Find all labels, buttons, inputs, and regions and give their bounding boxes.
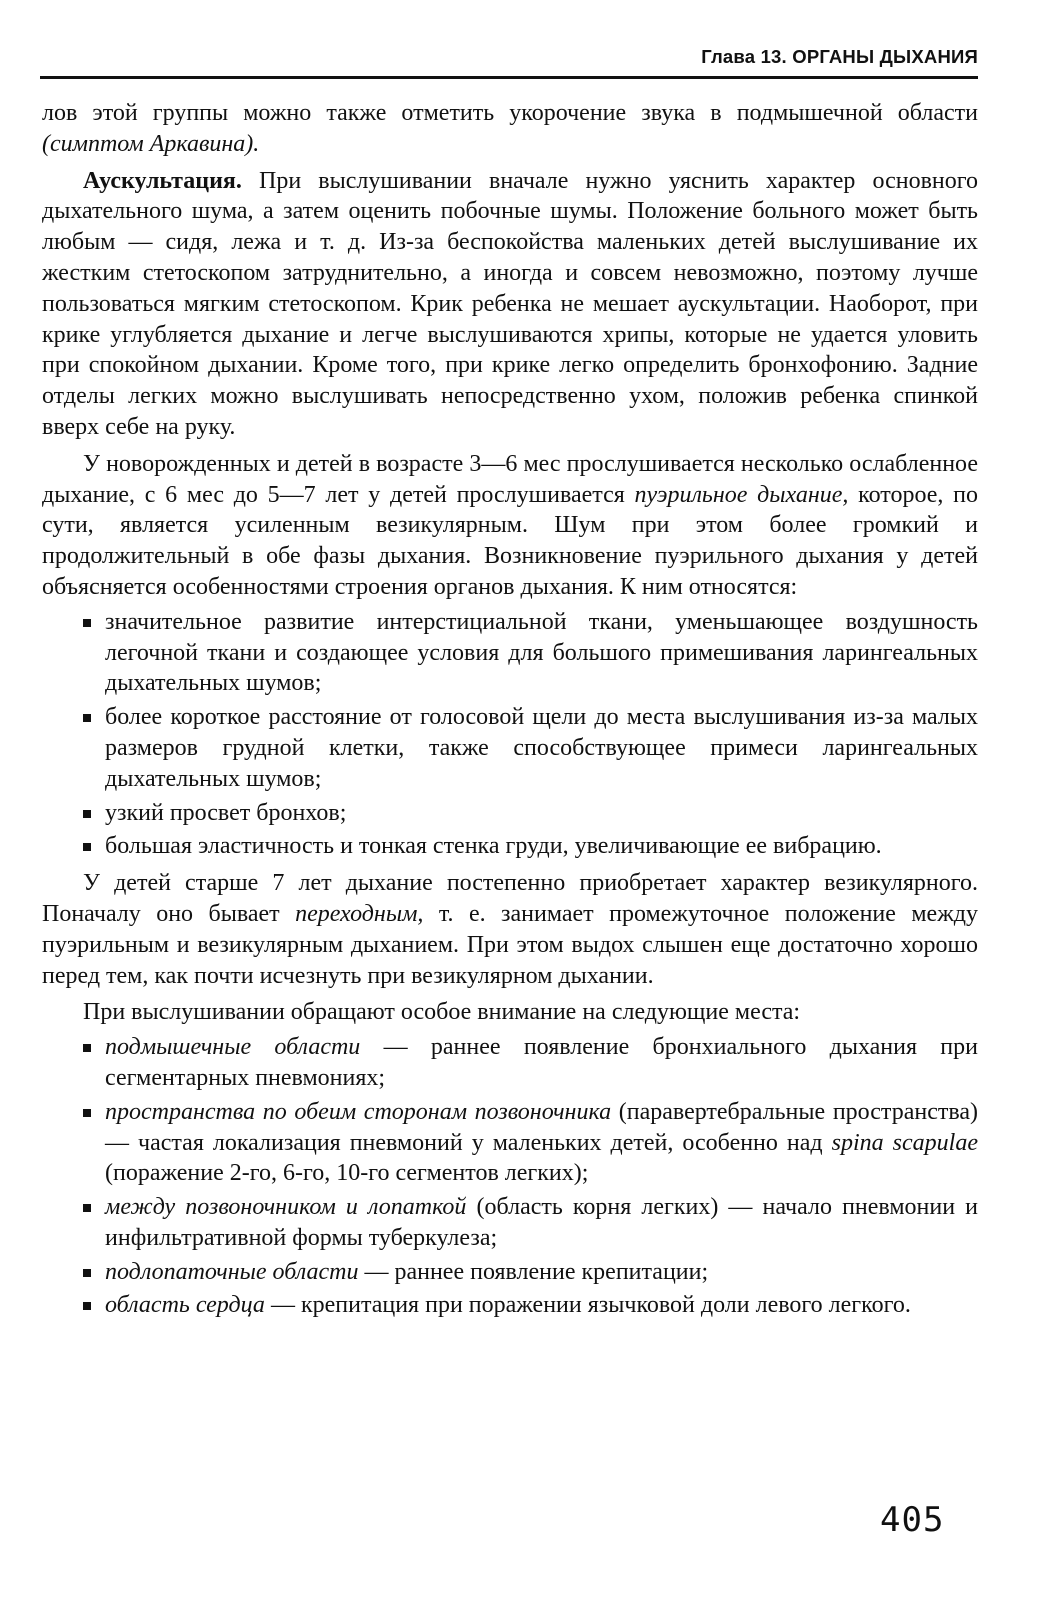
list-item [42,1257,978,1288]
bullet-icon [83,1302,91,1310]
older-text-2: т. е. занимает промежуточное положение между пуэрильным и везикулярным дыханием. При этом выдох слышен еще достаточно хорошо перед тем, как почти исчезнуть при везикулярном дыхании. [42,900,978,989]
puerile-text-1: У новорожденных и детей в возрасте 3—6 мес прослушивается несколько ослабленное дыхание, с 6 мес до 5—7 лет у детей прослушивается [42,450,978,508]
older-children-paragraph [42,868,978,991]
list-item-text: более короткое расстояние от голосовой щели до места выслушивания из-за малых размеров грудной клетки, также способствующее примеси ларингеальных дыхательных шумов; [105,704,978,792]
place-latin-term: spina scapulae [831,1129,978,1156]
continuation-italic: (симптом Аркавина). [42,130,260,157]
list-item-text: значительное развитие интерстициальной ткани, уменьшающее воздушность легочной ткани и создающее условия для большого примешивания ларингеальных дыхательных шумов; [105,608,978,697]
page-body [42,98,978,1326]
list-item [42,702,978,794]
bullet-icon [83,1204,91,1212]
list-item [42,1290,978,1321]
bullet-icon [83,714,91,722]
features-list [42,607,978,862]
place-text: (паравертебральные пространства) — частая локализация пневмоний у маленьких детей, особенно над [105,1098,978,1156]
continuation-paragraph [42,98,978,160]
bullet-icon [83,843,91,851]
bullet-icon [83,1269,91,1277]
auscultation-term: Аускультация. [83,167,242,194]
place-text: — раннее появление бронхиального дыхания при сегментарных пневмониях; [105,1034,978,1091]
page-number: 405 [880,1500,945,1540]
puerile-paragraph [42,449,978,603]
place-term: подлопаточные области [105,1258,359,1285]
list-item [42,798,978,829]
auscultation-paragraph [42,166,978,443]
list-item [42,607,978,699]
attention-paragraph: При выслушивании обращают особое внимание на следующие места: [83,999,801,1026]
place-term: между позвоночником и лопаткой [105,1194,467,1221]
place-term: пространства по обеим сторонам позвоночника [105,1098,612,1125]
list-item [42,831,978,862]
puerile-text-2: которое, по сути, является усиленным везикулярным. Шум при этом более громкий и продолжительный в обе фазы дыхания. Возникновение пуэрильного дыхания у детей объясняется особенностями строения органов дыхания. К ним относятся: [42,481,979,600]
header-rule [40,76,978,79]
auscultation-text: При выслушивании вначале нужно уяснить характер основного дыхательного шума, а затем оценить побочные шумы. Положение больного может быть любым — сидя, лежа и т. д. Из-за беспокойства маленьких детей выслушивание их жестким стетоскопом затруднительно, а иногда и совсем невозможно, поэтому лучше пользоваться мягким стетоскопом. Крик ребенка не мешает аускультации. Наоборот, при крике углубляется дыхание и легче выслушиваются хрипы, которые не удается уловить при спокойном дыхании. Кроме того, при крике легко определить бронхофонию. Задние отделы легких можно выслушивать непосредственно ухом, положив ребенка спинкой вверх себе на руку. [42,167,978,440]
place-term: область сердца [105,1292,265,1319]
bullet-icon [83,810,91,818]
older-text-1: У детей старше 7 лет дыхание постепенно приобретает характер везикулярного. Поначалу оно бывает [42,870,978,927]
place-text: — раннее появление крепитации; [358,1258,709,1285]
list-item [42,1097,978,1189]
list-item-text: большая эластичность и тонкая стенка груди, увеличивающие ее вибрацию. [105,833,882,860]
place-text: — крепитация при поражении язычковой доли левого легкого. [264,1292,911,1319]
list-item [42,1032,978,1094]
place-text-2: (поражение 2-го, 6-го, 10-го сегментов легких); [105,1160,589,1187]
bullet-icon [83,1044,91,1052]
puerile-italic: пуэрильное дыхание, [634,481,849,508]
running-header: Глава 13. ОРГАНЫ ДЫХАНИЯ [701,46,978,67]
bullet-icon [83,1109,91,1117]
continuation-text: лов этой группы можно также отметить укорочение звука в подмышечной области [42,100,978,126]
older-italic: переходным, [295,900,424,927]
place-text: (область корня легких) — начало пневмонии и инфильтративной формы туберкулеза; [105,1194,978,1251]
list-item [42,1192,978,1254]
places-list [42,1032,978,1321]
bullet-icon [83,619,91,627]
list-item-text: узкий просвет бронхов; [105,799,347,826]
place-term: подмышечные области [105,1034,361,1061]
